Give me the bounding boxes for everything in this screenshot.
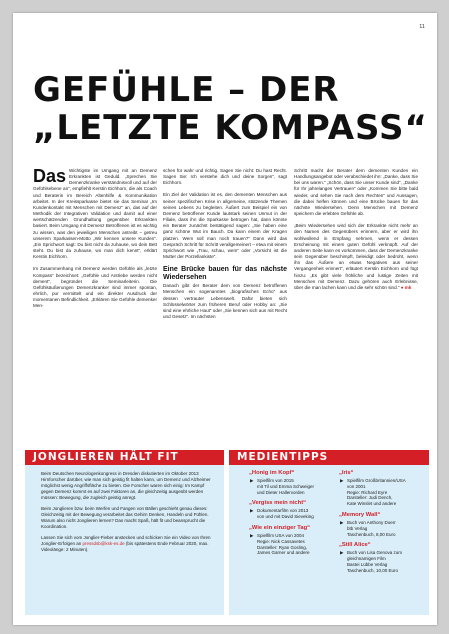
media-tips-panel [229,465,429,615]
media-title: „Wie ein einziger Tag“ [249,524,311,531]
media-title: „Iris“ [339,470,354,476]
media-title: „Memory Wall“ [339,511,381,518]
media-column-1 [249,470,345,561]
headline-line-1: GEFÜHLE – DER [33,70,340,110]
media-item: „Vergiss mein nicht“ ▶ Dokumentarfilm von 2013 von und mit David Sieveking [249,500,345,520]
media-item: „Memory Wall“ ▶ Buch von Anthony Doerr btb Verlag Taschenbuch, 8,00 Euro [339,512,435,537]
article-paragraph: Danach gibt der Berater dem von Demenz betroffenen Menschen ein sogenanntes „biografisches Echo“ aus dessen vertrauter Lebenswelt. Dafür bieten sich Schlüsselwörter zum früheren Beruf oder Hobby an: „Sie sind eine ehrliche Haut“ oder „Sie kennen sich aus mit Recht und Gesetz“. Im nächsten [163,283,287,319]
drop-cap: Das [33,166,67,186]
end-mark: ● mk [400,284,412,290]
page-number: 11 [419,24,425,30]
media-title: „Still Alice“ [339,542,371,549]
headline-line-2: „LETZTE KOMPASS“ [33,108,428,148]
section-header-media-tips: MEDIENTIPPS [229,450,429,465]
juggling-panel [25,465,224,615]
article-subhead: Eine Brücke bauen für das nächste Wiedersehen [163,266,287,281]
juggling-call-to-action: Lassen Sie sich vom Jonglier-Fieber anstecken und schicken Sie ein Video von Ihren Jonglier-Erfolgen an pressdsb@ksk-es.de (bis spätestens Ende Februar 2020, max. Videolänge: 2 Minuten). [41,535,211,552]
triangle-bullet-icon: ▶ [250,478,254,483]
article-paragraph: Ein Ziel der Validation ist es, den dementen Menschen aus seiner spezifischen Krise in allgemeine, stützende Themen seines Lebens zu begleiten. Äußert zum Beispiel ein von Demenz betroffener Kunde lautstark seinen Unmut in der Filiale, dass ihn die Sparkasse betrogen hat, dann könnte ein Berater zunächst bestätigend sagen: „Sie haben eine ganz schöne Wut im Bauch. Da kann einem der Kragen platzen. Wem soll man noch trauen?“ Dann wird das Gespräch Schritt für Schritt verallgemeinert – etwa mit einem Sprichwort wie „Trau, schau, wem“ oder „Vorsicht ist die Mutter der Porzellankiste“. [163,192,287,260]
email-link[interactable]: pressdsb@ksk-es.de [82,541,125,546]
article-column-1 [33,168,157,315]
triangle-bullet-icon: ▶ [250,508,254,514]
media-item: „Honig im Kopf“ ▶ Spielfilm von 2015 mit Til und Emma Schweiger und Dieter Hallervorden [249,470,345,495]
triangle-bullet-icon: ▶ [250,532,254,538]
juggling-paragraph: Beim Jonglieren bzw. beim Werfen und Fangen von Bällen geschieht genau dieses: Gleichzeitig mit der Bewegung verarbeitet das Gehirn Denken, Handeln und Fühlen. Warum also nicht Jonglieren lernen? Das macht Spaß, hält fit und beansprucht die Koordination. [41,506,209,529]
media-column-2 [339,470,435,579]
triangle-bullet-icon: ▶ [340,550,344,556]
media-item: „Wie ein einziger Tag“ ▶ Spielfilm USA von 2004 Regie: Nick Cassavetes Darsteller: Ryan Gosling, James Garner und andere [249,525,345,556]
article-column-2 [163,168,287,326]
article-paragraph: Das Wichtigste im Umgang mit an Demenz Erkrankten ist Geduld. „Sprechen Sie Demenzkranke verständnisvoll und auf der Gefühlsebene an“, empfiehlt Kerstin Eichhorn, die als Coach und Beraterin im Bereich Altenhilfe & Kommunikation arbeitet. In der Kreissparkasse bietet sie das Seminar „Im Kundenkontakt mit Menschen mit Demenz“ an, das auf der Methodik der Integrativen Validation und damit auf einer wertschätzenden Grundhaltung gegenüber Erkrankten basiert. Beim Umgang mit Demenz Betroffenen ist es wichtig zu wissen, was den jeweiligen Menschen antreibt – getreu unserem Sparkassen-Motto „Wir kennen unsere Kunden“. „Ein Sprichwort sagt: Du bist nicht da zuhause, wo dein Bett steht. Du bist da zuhause, wo man dich kennt“, erklärt Kerstin Eichhorn. [33,166,157,260]
article-column-3 [294,168,418,297]
article-paragraph: schen für wahr und richtig. Sagen Sie nicht: Du hast Recht. Sagen Sie: Ich verstehe dich und deine Sorgen“, sagt Eichhorn. [163,168,287,186]
media-title: „Vergiss mein nicht“ [249,500,307,507]
article-paragraph: Im Zusammenhang mit Demenz werden Gefühle als „letzte Kompass“ bezeichnet: „Gefühle und Antriebe werden nicht dement“, begründet die Seminarleiterin. Die Gefühlsäußerungen Demenzkranker sind immer spontan, ehrlich, pur vermittelt und ein direkter Ausdruck der momentanen Befindlichkeit. „Erklären Sie Gefühle demenker Men- [33,266,157,309]
media-title: „Honig im Kopf“ [249,470,295,476]
section-header-juggling: JONGLIEREN HÄLT FIT [25,450,224,465]
magazine-page [13,13,437,625]
media-item: „Still Alice“ ▶ Buch von Lisa Genova zum gleichnamigen Film Bastei Lübbe Verlag Taschenbuch, 10,00 Euro [339,542,435,573]
juggling-paragraph: Beim Deutschen Neurologenkongress in Dresden diskutierten im Oktober 2013 Hirnforscher darüber, wie man sich geistig fit halten kann, um Demenz und Alzheimer möglichst wenig Angriffsfläche zu bieten. Die Forscher waren sich einig: Im Kampf gegen Demenz kommt es auf zwei Faktoren an, die gleichzeitig ausgeübt werden müssen: Bewegung, die zugleich geistig anregt. [41,471,211,500]
triangle-bullet-icon: ▶ [340,519,344,525]
headline [33,70,428,148]
media-item: „Iris“ ▶ Spielfilm Großbritannien/USA von 2001 Regie: Richard Eyre Darsteller: Judi Dench, Kate Winslet und andere [339,470,435,507]
info-boxes [13,450,437,625]
juggling-text [41,471,213,558]
triangle-bullet-icon: ▶ [340,478,344,483]
article-paragraph: Schritt macht der Berater dem dementen Kunden ein Handlungsangebot oder verabschiedet ihn: „Danke, dass Sie bei uns waren.“ „Schön, dass Sie unser Kunde sind“, „Danke für Ihr jahrelanges Vertrauen“ oder „Kommen Sie bitte bald wieder, und sehen Sie nach dem Rechten“ und Aussagen, die dabei helfen können und eine Brücke bauen für das nächste Wiedersehen. Denn Menschen mit Demenz speichern die erlebten Gefühle ab. [294,168,418,217]
article-paragraph: „Beim Wiedersehen wird sich der Erkrankte nicht mehr an den Namen des Gegenübers erinnern, aber er wird ihn wohlwollend in Empfang nehmen, wenn er dessen Erscheinung mit einem guten Gefühl verknüpft. Auf der anderen Seite kann es vorkommen, dass der Demenzkranke sein Gegenüber beschimpft, beleidigt oder bedroht, wenn ihn das Äußere an etwas Negatives aus seiner Vergangenheit erinnert“, erläutert Kerstin Eichhorn und fügt hinzu: „Es gibt viele fröhliche und lustige Zeiten mit Menschen mit Demenz. Dazu gehören auch Erlebnisse, über die man lachen kann und die sehr schön sind.“ ● mk [294,223,418,290]
